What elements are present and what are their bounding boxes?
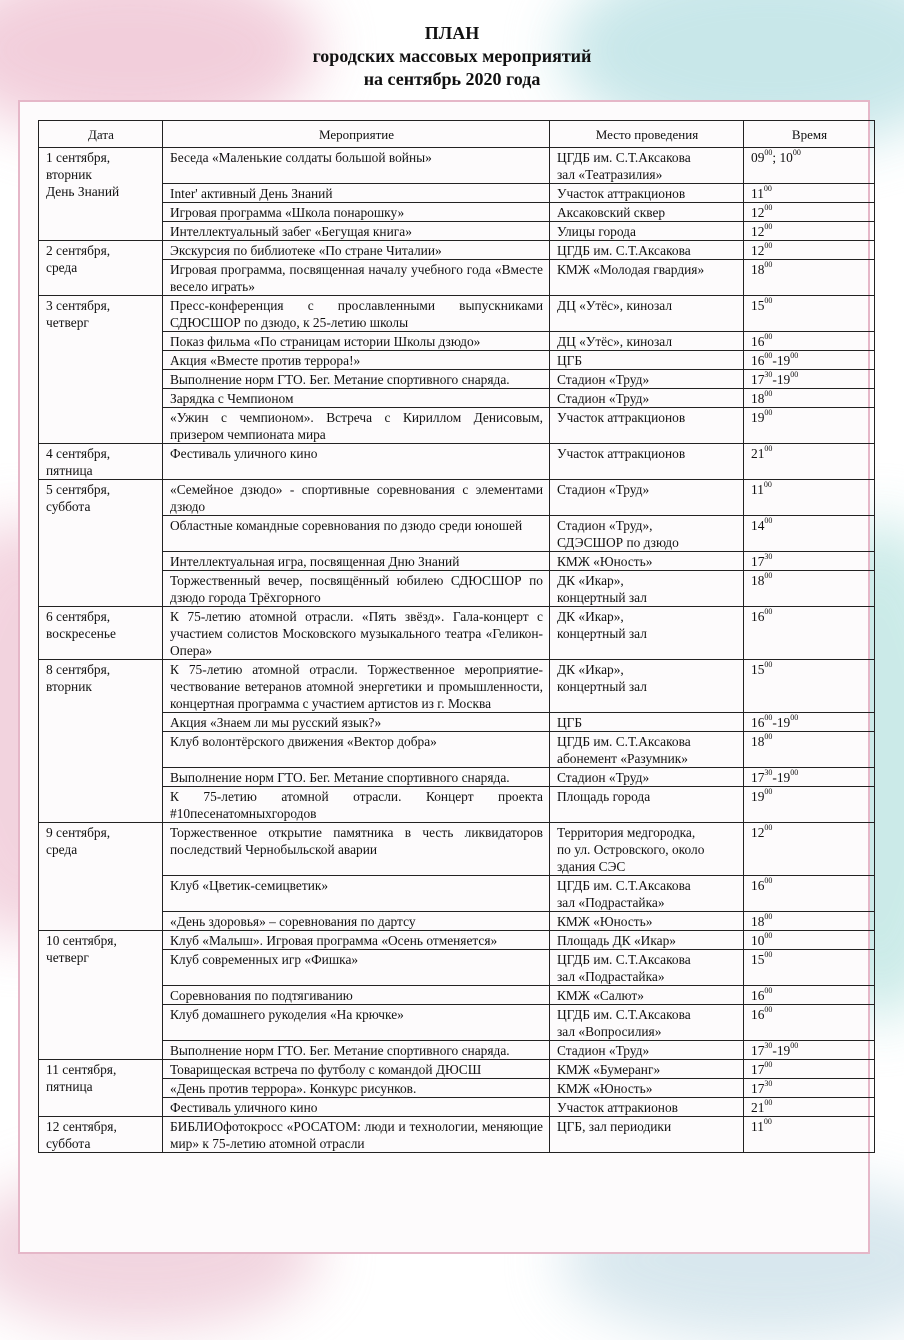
event-cell: Интеллектуальная игра, посвященная Дню Знаний xyxy=(163,552,550,571)
title-line: городских массовых мероприятий xyxy=(312,46,592,66)
table-row xyxy=(39,332,875,351)
event-cell: К 75-летию атомной отрасли. Торжественное мероприятие-чествование ветеранов атомной энергетики и промышленности, концертная программа с участием артистов из г. Москва xyxy=(163,660,550,713)
time-minutes: 00 xyxy=(764,732,773,741)
time-minutes: 00 xyxy=(764,1098,773,1107)
place-cell: Территория медгородка, по ул. Островского, около здания СЭС xyxy=(550,823,744,876)
time-minutes: 00 xyxy=(790,351,799,360)
time-cell xyxy=(744,480,875,516)
time-cell xyxy=(744,1060,875,1079)
time-cell xyxy=(744,1041,875,1060)
event-cell: Inter' активный День Знаний xyxy=(163,184,550,203)
place-cell: КМЖ «Бумеранг» xyxy=(550,1060,744,1079)
event-cell: Клуб волонтёрского движения «Вектор добра» xyxy=(163,732,550,768)
time-minutes: 00 xyxy=(764,203,773,212)
time-separator: - xyxy=(772,372,777,387)
time-minutes: 00 xyxy=(764,950,773,959)
time-cell xyxy=(744,260,875,296)
table-row xyxy=(39,389,875,408)
time-hour: 16 xyxy=(751,878,765,893)
time-hour: 16 xyxy=(751,334,765,349)
time-hour: 19 xyxy=(776,372,791,387)
header-date: Дата xyxy=(39,121,163,148)
place-cell: ДК «Икар», концертный зал xyxy=(550,571,744,607)
event-cell: Беседа «Маленькие солдаты большой войны» xyxy=(163,148,550,184)
time-cell xyxy=(744,552,875,571)
time-hour: 16 xyxy=(751,353,765,368)
table-row xyxy=(39,444,875,480)
place-cell: КМЖ «Юность» xyxy=(550,552,744,571)
time-hour: 16 xyxy=(751,715,765,730)
table-row xyxy=(39,1041,875,1060)
date-cell: 12 сентября, суббота xyxy=(39,1117,163,1153)
time-cell xyxy=(744,713,875,732)
place-cell: ДК «Икар», концертный зал xyxy=(550,607,744,660)
table-row xyxy=(39,876,875,912)
table-row xyxy=(39,408,875,444)
place-cell: Площадь города xyxy=(550,787,744,823)
table-row xyxy=(39,931,875,950)
time-minutes: 30 xyxy=(764,1041,773,1050)
event-cell: Соревнования по подтягиванию xyxy=(163,986,550,1005)
time-hour: 16 xyxy=(751,988,765,1003)
table-row xyxy=(39,516,875,552)
place-cell: Стадион «Труд» xyxy=(550,1041,744,1060)
table-row xyxy=(39,1005,875,1041)
header-time: Время xyxy=(744,121,875,148)
table-row xyxy=(39,222,875,241)
date-cell: 1 сентября, вторник День Знаний xyxy=(39,148,163,241)
place-cell: ДК «Икар», концертный зал xyxy=(550,660,744,713)
time-cell xyxy=(744,203,875,222)
table-row xyxy=(39,571,875,607)
place-cell: КМЖ «Салют» xyxy=(550,986,744,1005)
place-cell: КМЖ «Молодая гвардия» xyxy=(550,260,744,296)
time-hour: 21 xyxy=(751,1100,765,1115)
time-minutes: 00 xyxy=(764,516,773,525)
time-cell xyxy=(744,296,875,332)
time-minutes: 00 xyxy=(764,787,773,796)
date-cell: 6 сентября, воскресенье xyxy=(39,607,163,660)
event-cell: БИБЛИОфотокросс «РОСАТОМ: люди и технологии, меняющие мир» к 75-летию атомной отрасли xyxy=(163,1117,550,1153)
header-place: Место проведения xyxy=(550,121,744,148)
time-minutes: 00 xyxy=(790,1041,799,1050)
time-cell xyxy=(744,241,875,260)
time-cell xyxy=(744,408,875,444)
time-hour: 17 xyxy=(751,554,765,569)
time-hour: 14 xyxy=(751,518,765,533)
time-cell xyxy=(744,1079,875,1098)
time-minutes: 00 xyxy=(764,876,773,885)
time-cell xyxy=(744,607,875,660)
place-cell: ДЦ «Утёс», кинозал xyxy=(550,296,744,332)
time-minutes: 00 xyxy=(763,480,772,489)
table-row xyxy=(39,260,875,296)
place-cell: ЦГБ, зал периодики xyxy=(550,1117,744,1153)
time-separator: ; xyxy=(772,150,780,165)
time-minutes: 00 xyxy=(790,370,799,379)
time-cell xyxy=(744,660,875,713)
time-minutes: 00 xyxy=(763,184,772,193)
time-minutes: 00 xyxy=(790,768,799,777)
time-cell xyxy=(744,986,875,1005)
time-cell xyxy=(744,768,875,787)
event-cell: «Ужин с чемпионом». Встреча с Кириллом Денисовым, призером чемпионата мира xyxy=(163,408,550,444)
place-cell: ДЦ «Утёс», кинозал xyxy=(550,332,744,351)
event-cell: Клуб «Малыш». Игровая программа «Осень отменяется» xyxy=(163,931,550,950)
time-cell xyxy=(744,912,875,931)
event-cell: Товарищеская встреча по футболу с командой ДЮСШ xyxy=(163,1060,550,1079)
time-hour: 19 xyxy=(776,1043,791,1058)
place-cell: Участок аттракционов xyxy=(550,184,744,203)
place-cell: ЦГДБ им. С.Т.Аксакова зал «Театразилия» xyxy=(550,148,744,184)
date-cell: 11 сентября, пятница xyxy=(39,1060,163,1117)
time-minutes: 30 xyxy=(764,552,773,561)
time-minutes: 30 xyxy=(764,768,773,777)
event-cell: Выполнение норм ГТО. Бег. Метание спортивного снаряда. xyxy=(163,370,550,389)
time-hour: 11 xyxy=(751,482,764,497)
time-minutes: 00 xyxy=(764,241,773,250)
event-cell: Акция «Знаем ли мы русский язык?» xyxy=(163,713,550,732)
time-minutes: 00 xyxy=(790,713,799,722)
table-row xyxy=(39,1060,875,1079)
table-row xyxy=(39,241,875,260)
header-event: Мероприятие xyxy=(163,121,550,148)
table-row xyxy=(39,148,875,184)
event-cell: Зарядка с Чемпионом xyxy=(163,389,550,408)
time-hour: 17 xyxy=(751,372,765,387)
title-line: на сентябрь 2020 года xyxy=(363,69,541,89)
event-cell: Фестиваль уличного кино xyxy=(163,444,550,480)
place-cell: Стадион «Труд» xyxy=(550,370,744,389)
event-cell: Клуб домашнего рукоделия «На крючке» xyxy=(163,1005,550,1041)
time-cell xyxy=(744,950,875,986)
event-cell: Торжественное открытие памятника в честь ликвидаторов последствий Чернобыльской аварии xyxy=(163,823,550,876)
table-row xyxy=(39,607,875,660)
time-cell xyxy=(744,444,875,480)
time-hour: 10 xyxy=(779,150,793,165)
time-minutes: 00 xyxy=(764,222,773,231)
time-hour: 19 xyxy=(776,353,791,368)
time-cell xyxy=(744,1005,875,1041)
place-cell: ЦГДБ им. С.Т.Аксакова абонемент «Разумник» xyxy=(550,732,744,768)
place-cell: Стадион «Труд» xyxy=(550,389,744,408)
event-cell: К 75-летию атомной отрасли. «Пять звёзд». Гала-концерт с участием солистов Московского музыкального театра «Геликон-Опера» xyxy=(163,607,550,660)
event-cell: Пресс-конференция с прославленными выпускниками СДЮСШОР по дзюдо, к 25-летию школы xyxy=(163,296,550,332)
time-hour: 19 xyxy=(776,770,791,785)
time-minutes: 00 xyxy=(764,912,773,921)
time-cell xyxy=(744,823,875,876)
event-cell: Показ фильма «По страницам истории Школы дзюдо» xyxy=(163,332,550,351)
event-cell: Клуб современных игр «Фишка» xyxy=(163,950,550,986)
event-cell: Игровая программа «Школа понарошку» xyxy=(163,203,550,222)
time-minutes: 00 xyxy=(764,389,773,398)
event-cell: Торжественный вечер, посвящённый юбилею СДЮСШОР по дзюдо города Трёхгорного xyxy=(163,571,550,607)
time-hour: 17 xyxy=(751,1062,765,1077)
time-cell xyxy=(744,571,875,607)
time-hour: 18 xyxy=(751,914,765,929)
place-cell: КМЖ «Юность» xyxy=(550,912,744,931)
table-row xyxy=(39,787,875,823)
table-row xyxy=(39,950,875,986)
place-cell: ЦГДБ им. С.Т.Аксакова зал «Вопросилия» xyxy=(550,1005,744,1041)
time-cell xyxy=(744,351,875,370)
table-row xyxy=(39,480,875,516)
time-separator: - xyxy=(772,1043,777,1058)
table-row xyxy=(39,713,875,732)
time-minutes: 00 xyxy=(764,1060,773,1069)
time-hour: 19 xyxy=(776,715,791,730)
time-minutes: 00 xyxy=(764,296,773,305)
time-hour: 15 xyxy=(751,298,765,313)
page-title xyxy=(0,22,904,91)
event-cell: «День здоровья» – соревнования по дартсу xyxy=(163,912,550,931)
time-minutes: 00 xyxy=(764,713,773,722)
date-cell: 2 сентября, среда xyxy=(39,241,163,296)
time-minutes: 00 xyxy=(764,1005,773,1014)
table-row xyxy=(39,351,875,370)
event-cell: Игровая программа, посвященная началу учебного года «Вместе весело играть» xyxy=(163,260,550,296)
time-hour: 17 xyxy=(751,1081,765,1096)
time-cell xyxy=(744,516,875,552)
time-minutes: 00 xyxy=(764,571,773,580)
table-row xyxy=(39,660,875,713)
time-cell xyxy=(744,222,875,241)
place-cell: Площадь ДК «Икар» xyxy=(550,931,744,950)
table-row xyxy=(39,732,875,768)
time-minutes: 30 xyxy=(764,370,773,379)
time-cell xyxy=(744,184,875,203)
time-separator: - xyxy=(772,353,777,368)
place-cell: ЦГДБ им. С.Т.Аксакова зал «Подрастайка» xyxy=(550,876,744,912)
time-cell xyxy=(744,732,875,768)
place-cell: ЦГДБ им. С.Т.Аксакова xyxy=(550,241,744,260)
time-cell xyxy=(744,148,875,184)
time-cell xyxy=(744,370,875,389)
time-hour: 12 xyxy=(751,243,765,258)
time-hour: 11 xyxy=(751,1119,764,1134)
time-minutes: 00 xyxy=(764,823,773,832)
event-cell: Акция «Вместе против террора!» xyxy=(163,351,550,370)
time-minutes: 00 xyxy=(764,660,773,669)
place-cell: ЦГБ xyxy=(550,351,744,370)
time-hour: 19 xyxy=(751,410,765,425)
time-separator: - xyxy=(772,715,777,730)
date-cell: 4 сентября, пятница xyxy=(39,444,163,480)
time-cell xyxy=(744,876,875,912)
event-cell: Областные командные соревнования по дзюдо среди юношей xyxy=(163,516,550,552)
time-separator: - xyxy=(772,770,777,785)
table-row xyxy=(39,986,875,1005)
date-cell: 8 сентября, вторник xyxy=(39,660,163,823)
title-line: ПЛАН xyxy=(424,23,480,43)
event-cell: Интеллектуальный забег «Бегущая книга» xyxy=(163,222,550,241)
time-hour: 21 xyxy=(751,446,765,461)
time-hour: 16 xyxy=(751,609,765,624)
time-hour: 11 xyxy=(751,186,764,201)
place-cell: Аксаковский сквер xyxy=(550,203,744,222)
time-cell xyxy=(744,931,875,950)
place-cell: ЦГДБ им. С.Т.Аксакова зал «Подрастайка» xyxy=(550,950,744,986)
place-cell: Участок аттракционов xyxy=(550,444,744,480)
time-hour: 15 xyxy=(751,662,765,677)
time-minutes: 00 xyxy=(764,607,773,616)
table-body xyxy=(39,148,875,1153)
time-hour: 18 xyxy=(751,391,765,406)
event-cell: «Семейное дзюдо» - спортивные соревнования с элементами дзюдо xyxy=(163,480,550,516)
place-cell: Стадион «Труд», СДЭСШОР по дзюдо xyxy=(550,516,744,552)
time-hour: 09 xyxy=(751,150,765,165)
place-cell: Стадион «Труд» xyxy=(550,480,744,516)
event-cell: Выполнение норм ГТО. Бег. Метание спортивного снаряда. xyxy=(163,1041,550,1060)
time-hour: 12 xyxy=(751,205,765,220)
event-cell: К 75-летию атомной отрасли. Концерт проекта #10песенатомныхгородов xyxy=(163,787,550,823)
date-cell: 5 сентября, суббота xyxy=(39,480,163,607)
event-cell: Выполнение норм ГТО. Бег. Метание спортивного снаряда. xyxy=(163,768,550,787)
date-cell: 3 сентября, четверг xyxy=(39,296,163,444)
event-cell: Фестиваль уличного кино xyxy=(163,1098,550,1117)
time-hour: 18 xyxy=(751,262,765,277)
time-minutes: 00 xyxy=(764,444,773,453)
time-minutes: 00 xyxy=(792,148,801,157)
place-cell: Улицы города xyxy=(550,222,744,241)
time-cell xyxy=(744,332,875,351)
date-cell: 9 сентября, среда xyxy=(39,823,163,931)
time-minutes: 30 xyxy=(764,1079,773,1088)
time-hour: 18 xyxy=(751,573,765,588)
place-cell: КМЖ «Юность» xyxy=(550,1079,744,1098)
table-row xyxy=(39,296,875,332)
time-cell xyxy=(744,1098,875,1117)
time-minutes: 00 xyxy=(764,408,773,417)
time-minutes: 00 xyxy=(763,1117,772,1126)
time-minutes: 00 xyxy=(764,351,773,360)
table-row xyxy=(39,912,875,931)
table-row xyxy=(39,1117,875,1153)
table-row xyxy=(39,370,875,389)
time-hour: 10 xyxy=(751,933,765,948)
time-minutes: 00 xyxy=(764,931,773,940)
time-hour: 17 xyxy=(751,770,765,785)
time-cell xyxy=(744,1117,875,1153)
time-minutes: 00 xyxy=(764,148,773,157)
table-row xyxy=(39,184,875,203)
event-cell: Клуб «Цветик-семицветик» xyxy=(163,876,550,912)
place-cell: Участок аттракионов xyxy=(550,1098,744,1117)
time-hour: 15 xyxy=(751,952,765,967)
date-cell: 10 сентября, четверг xyxy=(39,931,163,1060)
table-row xyxy=(39,1098,875,1117)
table-row xyxy=(39,1079,875,1098)
time-hour: 12 xyxy=(751,224,765,239)
table-row xyxy=(39,552,875,571)
time-minutes: 00 xyxy=(764,260,773,269)
time-hour: 19 xyxy=(751,789,765,804)
table-header-row xyxy=(39,121,875,148)
place-cell: Стадион «Труд» xyxy=(550,768,744,787)
events-table xyxy=(38,120,875,1153)
event-cell: «День против террора». Конкурс рисунков. xyxy=(163,1079,550,1098)
time-cell xyxy=(744,389,875,408)
time-minutes: 00 xyxy=(764,986,773,995)
time-hour: 17 xyxy=(751,1043,765,1058)
time-hour: 18 xyxy=(751,734,765,749)
table-row xyxy=(39,823,875,876)
place-cell: ЦГБ xyxy=(550,713,744,732)
event-cell: Экскурсия по библиотеке «По стране Читалии» xyxy=(163,241,550,260)
table-row xyxy=(39,203,875,222)
time-hour: 12 xyxy=(751,825,765,840)
time-cell xyxy=(744,787,875,823)
time-hour: 16 xyxy=(751,1007,765,1022)
time-minutes: 00 xyxy=(764,332,773,341)
table-row xyxy=(39,768,875,787)
place-cell: Участок аттракционов xyxy=(550,408,744,444)
